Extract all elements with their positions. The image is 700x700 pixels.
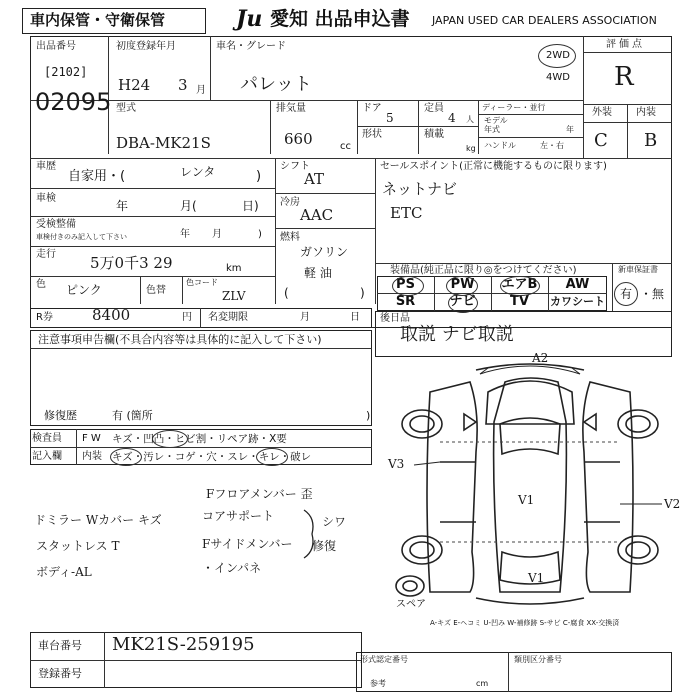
- drive-circle: [538, 44, 576, 68]
- name-change-month: 月: [300, 312, 310, 323]
- mileage-value: 5万0千3 29: [90, 254, 173, 272]
- doors-label: ドア: [362, 103, 382, 114]
- spare-label: スペア: [396, 599, 426, 610]
- equipment-tv: TV: [510, 294, 529, 309]
- equipment-sr: SR: [395, 294, 416, 309]
- registration-month-unit: 月: [196, 85, 206, 96]
- acceptance-year: 年: [180, 229, 190, 240]
- new-warranty-circle: [614, 282, 638, 306]
- inspector-note-5: Fサイドメンバー: [202, 537, 293, 551]
- registration-month: 3: [178, 76, 188, 94]
- equipment-navi: ナビ: [449, 294, 476, 309]
- color-change-label: 色替: [146, 285, 166, 296]
- inspection-day: 日): [242, 199, 259, 213]
- inspector-circle-scratch: [110, 448, 142, 466]
- acceptance-close: ): [258, 229, 262, 240]
- form-title: 愛知 出品申込書: [270, 8, 410, 30]
- association-name: JAPAN USED CAR DEALERS ASSOCIATION: [432, 14, 657, 27]
- fuel-diesel: 軽 油: [304, 266, 332, 280]
- equipment-airbag: エアB: [501, 277, 538, 292]
- inspector-fw-terms: キズ・凹凸・ヒビ割・リペア跡・X要: [112, 433, 287, 445]
- inspector-interior-label: 内装: [82, 451, 102, 462]
- inspector-note-6: シワ: [322, 515, 347, 529]
- inspection-month: 月(: [180, 199, 197, 213]
- capacity-unit: 人: [466, 115, 474, 124]
- color-label: 色: [36, 279, 46, 290]
- chassis-label: 車台番号: [38, 639, 82, 652]
- selling-point-1: ネットナビ: [382, 180, 458, 198]
- grade-value: R: [614, 62, 634, 92]
- handle-label: ハンドル: [484, 141, 516, 150]
- damage-mark-v1-top: V1: [518, 493, 535, 507]
- cert-label: 形式認定番号: [360, 655, 408, 664]
- documents-value: 取説 ナビ取説: [400, 324, 514, 345]
- notes-label: 注意事項申告欄(不具合内容等は具体的に記入して下さい): [38, 333, 322, 346]
- acceptance-label: 受検整備: [36, 219, 76, 230]
- mileage-unit: km: [226, 263, 242, 274]
- equipment-aw: AW: [565, 277, 590, 292]
- logo-mark: Ju: [236, 6, 263, 32]
- mileage-label: 走行: [36, 249, 56, 260]
- capacity-value: 4: [448, 111, 456, 125]
- repair-close: ): [366, 409, 371, 422]
- drive-4wd: 4WD: [546, 72, 570, 83]
- damage-legend: A-キズ E-ヘコミ U-凹み W-補修跡 S-サビ C-腐食 XX-交換済: [430, 619, 620, 627]
- registration-era-year: H24: [118, 76, 151, 94]
- recycle-label: R券: [36, 312, 53, 323]
- drive-2wd: 2WD: [546, 50, 570, 61]
- name-change-day: 日: [350, 312, 360, 323]
- damage-mark-v2: V2: [664, 497, 681, 511]
- inspector-note-3: コアサポート: [202, 509, 275, 523]
- inspector-circle-dent: [152, 430, 188, 448]
- inspector-note-9: ・インパネ: [202, 561, 262, 575]
- inspection-label: 車検: [36, 193, 56, 204]
- model-label: 車名・グレード: [216, 41, 286, 52]
- fuel-label: 燃料: [280, 232, 300, 243]
- inspector-note-2: ドミラー Wカバー キズ: [34, 513, 162, 527]
- repair-label: 修復歴: [44, 409, 77, 422]
- inspector-circle-scuff: [256, 448, 288, 466]
- registration-label: 初度登録年月: [116, 41, 176, 52]
- shape-label: 形状: [362, 129, 382, 140]
- inspector-note-8: ボディ-AL: [36, 565, 92, 579]
- equipment-label: 装備品(純正品に限り◎をつけてください): [390, 265, 577, 276]
- load-label: 積載: [424, 129, 444, 140]
- equipment-circle-navi: [448, 293, 478, 313]
- fuel-gasoline: ガソリン: [300, 245, 349, 259]
- inspector-label-1: 検査員: [32, 433, 62, 444]
- capacity-label: 定員: [424, 103, 444, 114]
- color-code-value: ZLV: [222, 289, 246, 303]
- dealer-label: ディーラー・並行: [482, 103, 546, 112]
- model-name: パレット: [240, 74, 312, 95]
- aircon-label: 冷房: [280, 197, 300, 208]
- acceptance-month: 月: [212, 229, 222, 240]
- exterior-value: C: [594, 130, 608, 151]
- damage-mark-v3: V3: [388, 457, 405, 471]
- grade-label: 評価点: [606, 39, 645, 50]
- history-label: 車歴: [36, 161, 56, 172]
- history-close: ): [256, 169, 262, 184]
- equipment-circle-airbag: [500, 276, 540, 296]
- dealer-year-unit: 年: [566, 125, 574, 134]
- repair-value: 有 (箇所: [112, 409, 153, 422]
- type-label: 型式: [116, 103, 136, 114]
- load-unit: kg: [466, 144, 476, 153]
- selling-points-label: セールスポイント(正常に機能するものに限ります): [380, 161, 607, 172]
- new-warranty-label: 新車保証書: [618, 265, 658, 274]
- inspector-note-4: スタットレス T: [36, 539, 120, 553]
- history-rental: レンタ: [180, 165, 216, 179]
- cert-class-label: 類別区分番号: [514, 655, 562, 664]
- equipment-circle-ps: [392, 276, 424, 296]
- chassis-value: MK21S-259195: [112, 634, 255, 655]
- recycle-box: [30, 308, 372, 328]
- new-warranty-no: ・無: [640, 287, 665, 301]
- inspector-bracket: [300, 508, 322, 560]
- cert-unit: cm: [476, 679, 489, 688]
- inspector-label-2: 記入欄: [32, 451, 62, 462]
- aircon-value: AAC: [300, 206, 334, 224]
- cert-ref-label: 参考: [370, 679, 386, 688]
- equipment-ps: PS: [396, 277, 415, 292]
- recycle-value: 8400: [92, 306, 131, 324]
- color-value: ピンク: [66, 283, 102, 297]
- documents-label: 後日品: [380, 313, 410, 324]
- fuel-other-close: ): [360, 286, 365, 300]
- fuel-other-open: (: [284, 286, 289, 300]
- displacement-value: 660: [284, 130, 313, 148]
- plate-label: 登録番号: [38, 667, 82, 680]
- new-warranty-yes: 有: [620, 287, 633, 301]
- storage-title: 車内保管・守衛保管: [30, 11, 166, 29]
- type-value: DBA-MK21S: [116, 134, 211, 152]
- name-change-label: 名変期限: [208, 312, 248, 323]
- damage-mark-v1-bottom: V1: [528, 571, 545, 585]
- exterior-label: 外装: [592, 107, 612, 118]
- lot-sub-number: [2102]: [44, 65, 88, 79]
- acceptance-sub: 車検付きのみ記入して下さい: [36, 233, 127, 241]
- displacement-unit: cc: [340, 141, 351, 152]
- equipment-leather-seat: カワシート: [550, 295, 605, 308]
- interior-value: B: [644, 130, 658, 151]
- inspector-note-1: Fフロアメンバー 歪: [206, 487, 313, 501]
- dealer-model-year-label: モデル年式: [484, 116, 508, 134]
- inspection-year: 年: [116, 199, 129, 213]
- displacement-label: 排気量: [276, 103, 306, 114]
- color-code-label: 色コード: [186, 278, 218, 287]
- shift-value: AT: [304, 170, 325, 188]
- inspector-fw-label: F W: [82, 433, 101, 444]
- shift-label: シフト: [280, 161, 310, 172]
- doors-value: 5: [386, 111, 394, 125]
- lot-label: 出品番号: [36, 41, 76, 52]
- interior-label: 内装: [636, 107, 656, 118]
- handle-options: 左・右: [540, 141, 564, 150]
- history-value: 自家用・(: [68, 169, 126, 184]
- inspector-note-7: 修復: [312, 539, 337, 553]
- lot-number: 02095: [35, 88, 112, 116]
- equipment-pw: PW: [450, 277, 475, 292]
- selling-point-2: ETC: [390, 204, 423, 222]
- inspector-interior-terms: キズ・汚レ・コゲ・穴・スレ・キレ・破レ: [112, 451, 312, 463]
- damage-mark-a2: A2: [532, 351, 549, 365]
- recycle-unit: 円: [182, 312, 192, 323]
